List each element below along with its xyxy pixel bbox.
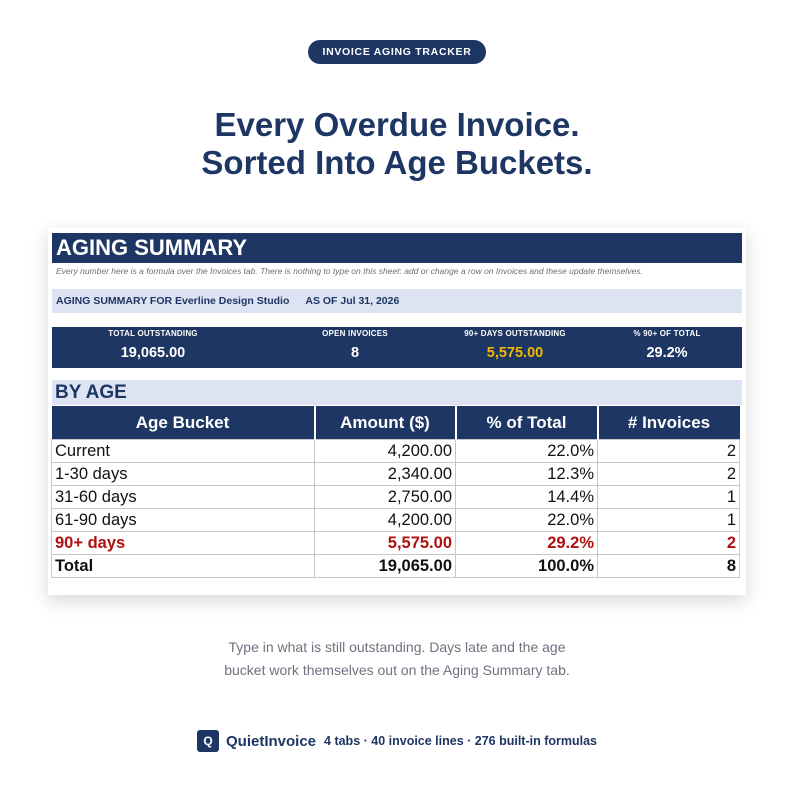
by-age-section-title: BY AGE	[52, 380, 742, 405]
caption-line-2: bucket work themselves out on the Aging Summary tab.	[224, 662, 570, 678]
table-row	[52, 509, 740, 532]
aging-summary-sheet	[48, 228, 746, 595]
kpi-label: TOTAL OUTSTANDING	[108, 329, 198, 338]
sheet-title: AGING SUMMARY	[52, 233, 742, 263]
tracker-badge: INVOICE AGING TRACKER	[308, 40, 486, 64]
headline	[0, 106, 794, 182]
kpi-value: 19,065.00	[120, 345, 186, 361]
cell-bucket[interactable]: 31-60 days	[52, 486, 315, 509]
cell-bucket[interactable]: Current	[52, 440, 315, 463]
table-header-row	[52, 406, 740, 440]
column-header-age-bucket: Age Bucket	[52, 406, 315, 440]
headline-line-1: Every Overdue Invoice.	[214, 106, 580, 143]
cell-percent[interactable]: 22.0%	[456, 440, 598, 463]
quietinvoice-logo-icon: Q	[197, 730, 219, 752]
column-header-amount: Amount ($)	[315, 406, 456, 440]
cell-bucket[interactable]: Total	[52, 555, 315, 578]
cell-percent[interactable]: 22.0%	[456, 509, 598, 532]
kpi-percent-90-plus	[592, 327, 742, 368]
cell-amount[interactable]: 2,340.00	[315, 463, 456, 486]
cell-count[interactable]: 2	[598, 440, 740, 463]
formula-note: Every number here is a formula over the Invoices tab. There is nothing to type on this sheet: add or change a row on Invoices and these update themselves.	[56, 266, 643, 276]
kpi-open-invoices	[280, 327, 430, 368]
column-header-invoices: # Invoices	[598, 406, 740, 440]
cell-percent[interactable]: 12.3%	[456, 463, 598, 486]
table-row-overdue	[52, 532, 740, 555]
column-header-percent: % of Total	[456, 406, 598, 440]
cell-percent[interactable]: 100.0%	[456, 555, 598, 578]
cell-count[interactable]: 1	[598, 486, 740, 509]
cell-bucket[interactable]: 90+ days	[52, 532, 315, 555]
brand-name: QuietInvoice	[225, 732, 317, 750]
kpi-label: 90+ DAYS OUTSTANDING	[464, 329, 566, 338]
product-stats: 4 tabs · 40 invoice lines · 276 built-in formulas	[324, 734, 598, 748]
cell-count[interactable]: 8	[598, 555, 740, 578]
cell-count[interactable]: 2	[598, 532, 740, 555]
age-bucket-table	[51, 406, 740, 578]
cell-amount[interactable]: 4,200.00	[315, 440, 456, 463]
cell-amount[interactable]: 2,750.00	[315, 486, 456, 509]
cell-count[interactable]: 2	[598, 463, 740, 486]
table-row	[52, 463, 740, 486]
cell-amount[interactable]: 4,200.00	[315, 509, 456, 532]
caption	[0, 636, 794, 682]
as-of-date: AS OF Jul 31, 2026	[305, 295, 400, 307]
table-row	[52, 486, 740, 509]
headline-line-2: Sorted Into Age Buckets.	[201, 144, 593, 181]
cell-count[interactable]: 1	[598, 509, 740, 532]
cell-percent[interactable]: 14.4%	[456, 486, 598, 509]
kpi-90-plus-outstanding	[440, 327, 590, 368]
summary-company-label: AGING SUMMARY FOR Everline Design Studio	[56, 295, 290, 307]
kpi-value: 5,575.00	[486, 345, 544, 361]
table-row-total	[52, 555, 740, 578]
cell-bucket[interactable]: 61-90 days	[52, 509, 315, 532]
kpi-value: 8	[350, 345, 360, 361]
kpi-label: OPEN INVOICES	[322, 329, 388, 338]
table-row	[52, 440, 740, 463]
caption-line-1: Type in what is still outstanding. Days late and the age	[228, 639, 566, 655]
kpi-value: 29.2%	[646, 345, 688, 361]
footer	[0, 729, 794, 753]
kpi-total-outstanding	[78, 327, 228, 368]
cell-amount[interactable]: 19,065.00	[315, 555, 456, 578]
cell-bucket[interactable]: 1-30 days	[52, 463, 315, 486]
summary-subheader	[52, 289, 742, 313]
kpi-label: % 90+ OF TOTAL	[633, 329, 701, 338]
cell-amount[interactable]: 5,575.00	[315, 532, 456, 555]
kpi-band	[52, 327, 742, 368]
cell-percent[interactable]: 29.2%	[456, 532, 598, 555]
